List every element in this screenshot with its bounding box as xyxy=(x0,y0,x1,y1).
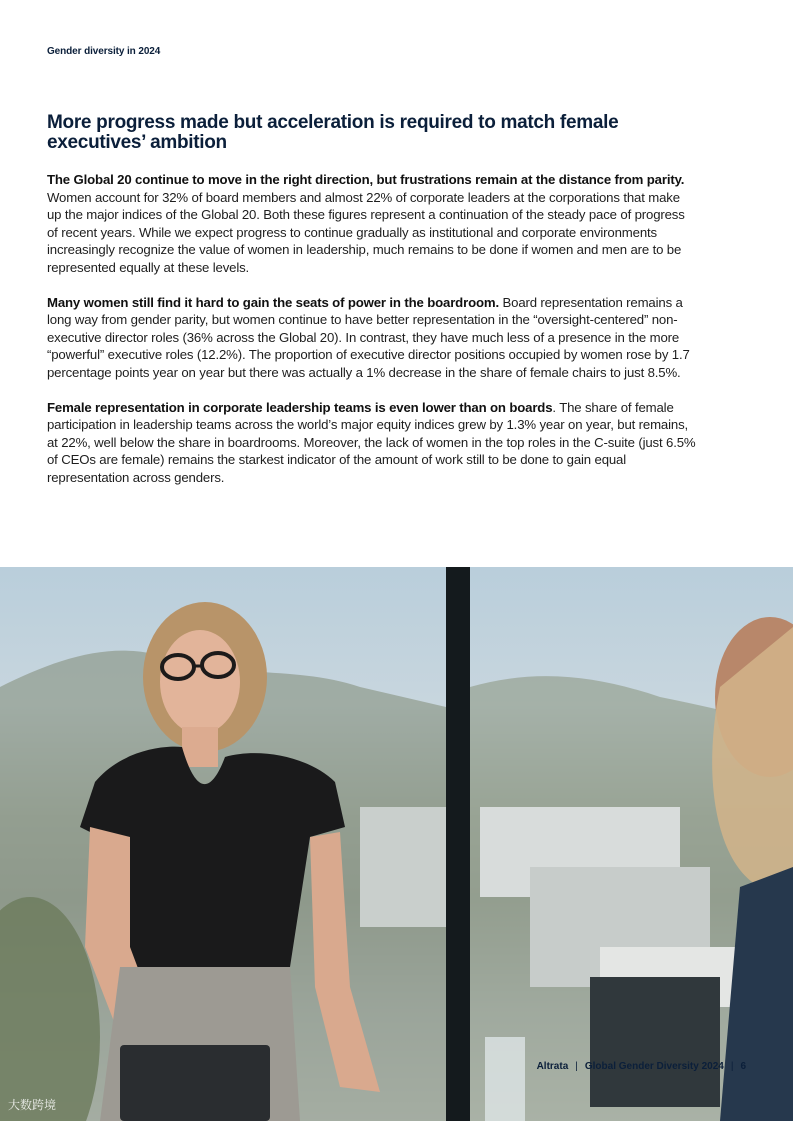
footer-separator-2: | xyxy=(730,1061,734,1072)
watermark: 大数跨境 xyxy=(8,1098,57,1112)
footer-brand: Altrata xyxy=(536,1061,569,1072)
meeting-photo xyxy=(0,567,793,1121)
paragraph-3-text: . The share of female participation in leadership teams across the world’s major equity indices grew by 1.3% year on year, but remains, at 22%, well below the share in boardrooms. Moreover, the lack of women in the top roles in the C-suite (just 6.5% of CEOs are female) remains the starkest indicator of the amount of work still to be done to gain equal representation across genders. xyxy=(47,399,696,485)
meeting-photo-illustration xyxy=(0,567,793,1121)
page-footer xyxy=(537,1061,746,1072)
paragraph-2 xyxy=(47,294,697,382)
paragraph-2-text: Board representation remains a long way from gender parity, but women continue to have better representation in the “oversight-centered” non-executive director roles (36% across the Global 20). In contrast, they have much less of a presence in the more “powerful” executive roles (12.2%). The proportion of executive director positions occupied by women rose by 1.7 percentage points year on year but there was actually a 1% decrease in the share of female chairs to just 8.5%. xyxy=(47,294,690,380)
paragraph-1-text: Women account for 32% of board members and almost 22% of corporate leaders at the corporations that make up the major indices of the Global 20. Both these figures represent a continuation of the steady pace of progress of recent years. While we expect progress to continue gradually as institutional and corporate environments increasingly recognize the value of women in leadership, much remains to be done if women and men are to be represented equally at these levels. xyxy=(47,189,685,275)
paragraph-3 xyxy=(47,399,697,487)
footer-publication: Global Gender Diversity 2024 xyxy=(584,1061,724,1072)
paragraph-2-lead: Many women still find it hard to gain the seats of power in the boardroom. xyxy=(47,294,499,310)
paragraph-3-lead: Female representation in corporate leadership teams is even lower than on boards xyxy=(47,399,553,415)
body-text xyxy=(47,171,697,504)
running-header: Gender diversity in 2024 xyxy=(47,46,161,57)
page-number: 6 xyxy=(740,1061,746,1072)
paragraph-1-lead: The Global 20 continue to move in the right direction, but frustrations remain at the distance from parity. xyxy=(47,172,685,187)
footer-separator-1: | xyxy=(575,1061,578,1072)
paragraph-1 xyxy=(47,171,697,276)
page-title: More progress made but acceleration is required to match female executives’ ambition xyxy=(47,112,619,153)
